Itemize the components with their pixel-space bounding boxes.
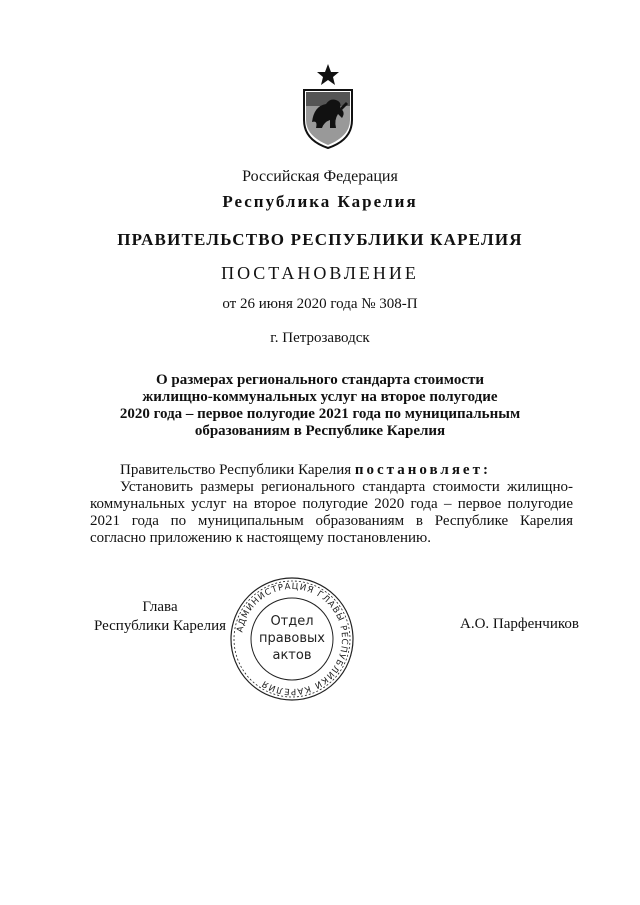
stamp-line: актов xyxy=(272,648,312,663)
title-line: образованиям в Республике Карелия xyxy=(194,423,446,439)
document-date-number: от 26 июня 2020 года № 308-П xyxy=(222,296,418,312)
decree-word: постановляет: xyxy=(354,462,491,478)
signatory-role-line: Глава xyxy=(142,599,178,615)
stamp-ring-text: АДМИНИСТРАЦИЯ ГЛАВЫ РЕСПУБЛИКИ КАРЕЛИЯ xyxy=(235,581,350,697)
republic-name: Республика Карелия xyxy=(222,192,418,211)
decree-paragraph: Установить размеры регионального стандарта стоимости жилищно-коммунальных услуг на второе полугодие 2020 года – первое полугодие 2021 года по муниципальным образованиям в Республике Карелия согласно приложению к настоящему постановлению. xyxy=(90,479,573,546)
document-city: г. Петрозаводск xyxy=(270,330,370,346)
karelia-coat-of-arms-icon xyxy=(296,62,360,150)
title-line: жилищно-коммунальных услуг на второе полугодие xyxy=(142,389,498,405)
decree-lead: Правительство Республики Карелия xyxy=(120,462,352,478)
title-line: О размерах регионального стандарта стоимости xyxy=(156,372,484,388)
signatory-name: А.О. Парфенчиков xyxy=(460,616,579,632)
document-type: ПОСТАНОВЛЕНИЕ xyxy=(221,263,419,283)
document-body xyxy=(90,462,573,547)
stamp-line: правовых xyxy=(259,631,325,646)
decree-intro xyxy=(90,462,573,479)
stamp-line: Отдел xyxy=(270,614,314,629)
document-title xyxy=(110,372,530,440)
government-heading: ПРАВИТЕЛЬСТВО РЕСПУБЛИКИ КАРЕЛИЯ xyxy=(117,230,523,249)
title-line: 2020 года – первое полугодие 2021 года по муниципальным xyxy=(119,406,521,422)
country-name: Российская Федерация xyxy=(242,168,398,185)
signatory-role xyxy=(90,598,230,636)
official-stamp xyxy=(228,575,356,703)
signatory-role-line: Республики Карелия xyxy=(93,618,227,634)
